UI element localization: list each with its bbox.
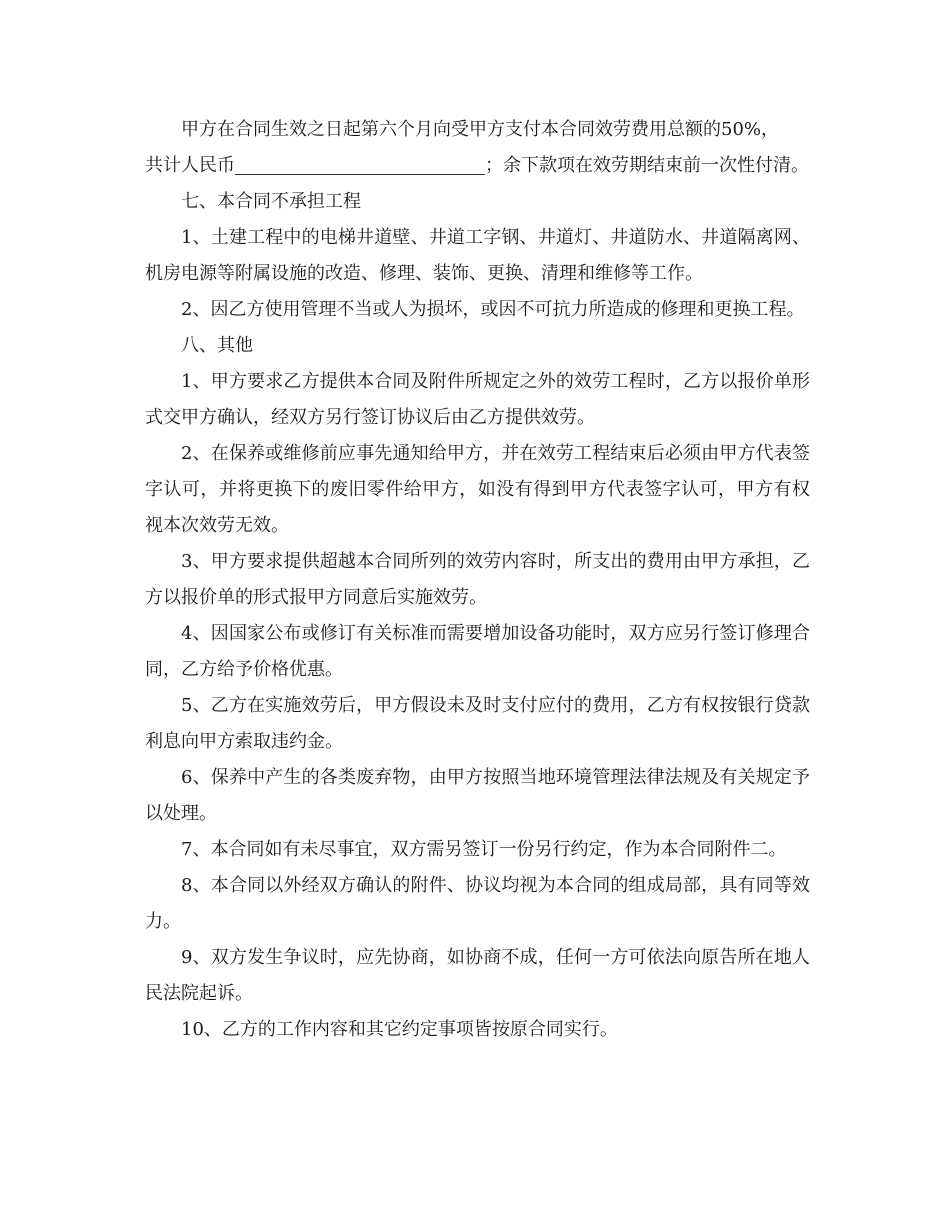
- section8-item: 10、乙方的工作内容和其它约定事项皆按原合同实行。: [181, 1019, 618, 1040]
- section8-item: 5、乙方在实施效劳后，甲方假设未及时支付应付的费用，乙方有权按银行贷款利息向甲方索取违约金。: [145, 695, 810, 752]
- section8-item: 2、在保养或维修前应事先通知给甲方，并在效劳工程结束后必须由甲方代表签字认可，并将更换下的废旧零件给甲方，如没有得到甲方代表签字认可，甲方有权视本次效劳无效。: [145, 443, 810, 536]
- payment-clause: [145, 112, 810, 184]
- section8-item: 1、甲方要求乙方提供本合同及附件所规定之外的效劳工程时，乙方以报价单形式交甲方确认，经双方另行签订协议后由乙方提供效劳。: [145, 371, 810, 428]
- contract-page: [145, 112, 810, 1048]
- section8-item: 7、本合同如有未尽事宜，双方需另签订一份另行约定，作为本合同附件二。: [181, 839, 787, 860]
- amount-blank: [235, 156, 485, 175]
- payment-line1: 甲方在合同生效之日起第六个月向受甲方支付本合同效劳费用总额的50%，: [181, 119, 780, 140]
- section7-title: 七、本合同不承担工程: [181, 191, 361, 212]
- section7-item: 1、土建工程中的电梯井道壁、井道工字钢、井道灯、井道防水、井道隔离网、机房电源等附属设施的改造、修理、装饰、更换、清理和维修等工作。: [145, 227, 810, 284]
- payment-line2-prefix: 共计人民币: [145, 155, 235, 176]
- section8-item: 8、本合同以外经双方确认的附件、协议均视为本合同的组成局部，具有同等效力。: [145, 875, 810, 932]
- section7-item: 2、因乙方使用管理不当或人为损坏，或因不可抗力所造成的修理和更换工程。: [181, 299, 805, 320]
- section8-item: 9、双方发生争议时，应先协商，如协商不成，任何一方可依法向原告所在地人民法院起诉。: [145, 947, 810, 1004]
- section8-item: 4、因国家公布或修订有关标准而需要增加设备功能时，双方应另行签订修理合同，乙方给予价格优惠。: [145, 623, 810, 680]
- section8-item: 3、甲方要求提供超越本合同所列的效劳内容时，所支出的费用由甲方承担，乙方以报价单的形式报甲方同意后实施效劳。: [145, 551, 810, 608]
- section8-item: 6、保养中产生的各类废弃物，由甲方按照当地环境管理法律法规及有关规定予以处理。: [145, 767, 810, 824]
- section8-title: 八、其他: [181, 335, 253, 356]
- payment-line2-suffix: ；余下款项在效劳期结束前一次性付清。: [485, 155, 809, 176]
